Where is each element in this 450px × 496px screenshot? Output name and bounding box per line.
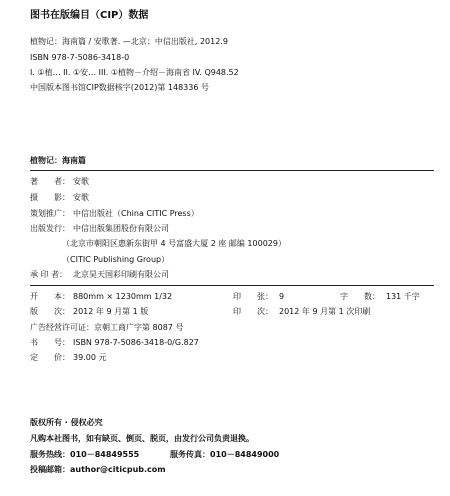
words-value: 131 千字 [386, 292, 420, 301]
words-label: 字 数： [340, 292, 380, 301]
book-title: 植物记：海南篇 [30, 156, 86, 165]
cip-title: 图书在版编目（CIP）数据 [30, 10, 149, 21]
format-value: 880mm × 1230mm 1/32 [73, 292, 173, 301]
photo-value: 安歌 [73, 193, 89, 202]
rights-notice: 版权所有 · 侵权必究 [30, 418, 103, 427]
publish-label: 出版发行： [30, 224, 70, 233]
publish-value: 中信出版集团股份有限公司 [73, 224, 169, 233]
sheets-label: 印 张： [233, 292, 273, 301]
divider-top [30, 170, 434, 171]
photo-label: 摄 影： [30, 193, 70, 202]
publish-address: （北京市朝阳区惠新东街甲 4 号富盛大厦 2 座 邮编 100029） [62, 239, 286, 248]
cip-line-2: ISBN 978-7-5086-3418-0 [30, 53, 130, 62]
author-value: 安歌 [73, 177, 89, 186]
plan-label: 策划推广： [30, 209, 70, 218]
isbn-label: 书 号： [30, 338, 70, 347]
sheets-value: 9 [279, 292, 285, 301]
return-notice: 凡购本社图书，如有缺页、倒页、脱页，由发行公司负责退换。 [30, 434, 254, 443]
cip-line-3: I. ①植… II. ①安… III. ①植物－介绍－海南省 IV. Q948.52 [30, 68, 239, 77]
cip-line-1: 植物记：海南篇 / 安歌著. —北京：中信出版社, 2012.9 [30, 37, 228, 46]
price-value: 39.00 元 [73, 353, 107, 362]
isbn-value: ISBN 978-7-5086-3418-0/G.827 [73, 338, 199, 347]
format-label: 开 本： [30, 292, 70, 301]
service-hotline: 服务热线：010－84849555 [30, 450, 140, 459]
edition-value: 2012 年 9 月第 1 版 [73, 307, 149, 316]
printing-value: 2012 年 9 月第 1 次印刷 [279, 307, 371, 316]
price-label: 定 价： [30, 353, 70, 362]
service-fax: 服务传真：010－84849000 [170, 450, 280, 459]
divider-middle [30, 285, 434, 286]
cip-line-4: 中国版本图书馆CIP数据核字(2012)第 148336 号 [30, 83, 209, 92]
ad-license: 广告经营许可证：京朝工商广字第 8087 号 [30, 323, 184, 332]
submission-email: 投稿邮箱：author@citicpub.com [30, 465, 166, 474]
printer-label: 承 印 者： [30, 270, 68, 279]
plan-value: 中信出版社（China CITIC Press） [73, 209, 199, 218]
publish-group: （CITIC Publishing Group） [62, 255, 170, 264]
edition-label: 版 次： [30, 307, 70, 316]
author-label: 著 者： [30, 177, 70, 186]
printer-value: 北京昊天国彩印刷有限公司 [73, 270, 169, 279]
printing-label: 印 次： [233, 307, 273, 316]
